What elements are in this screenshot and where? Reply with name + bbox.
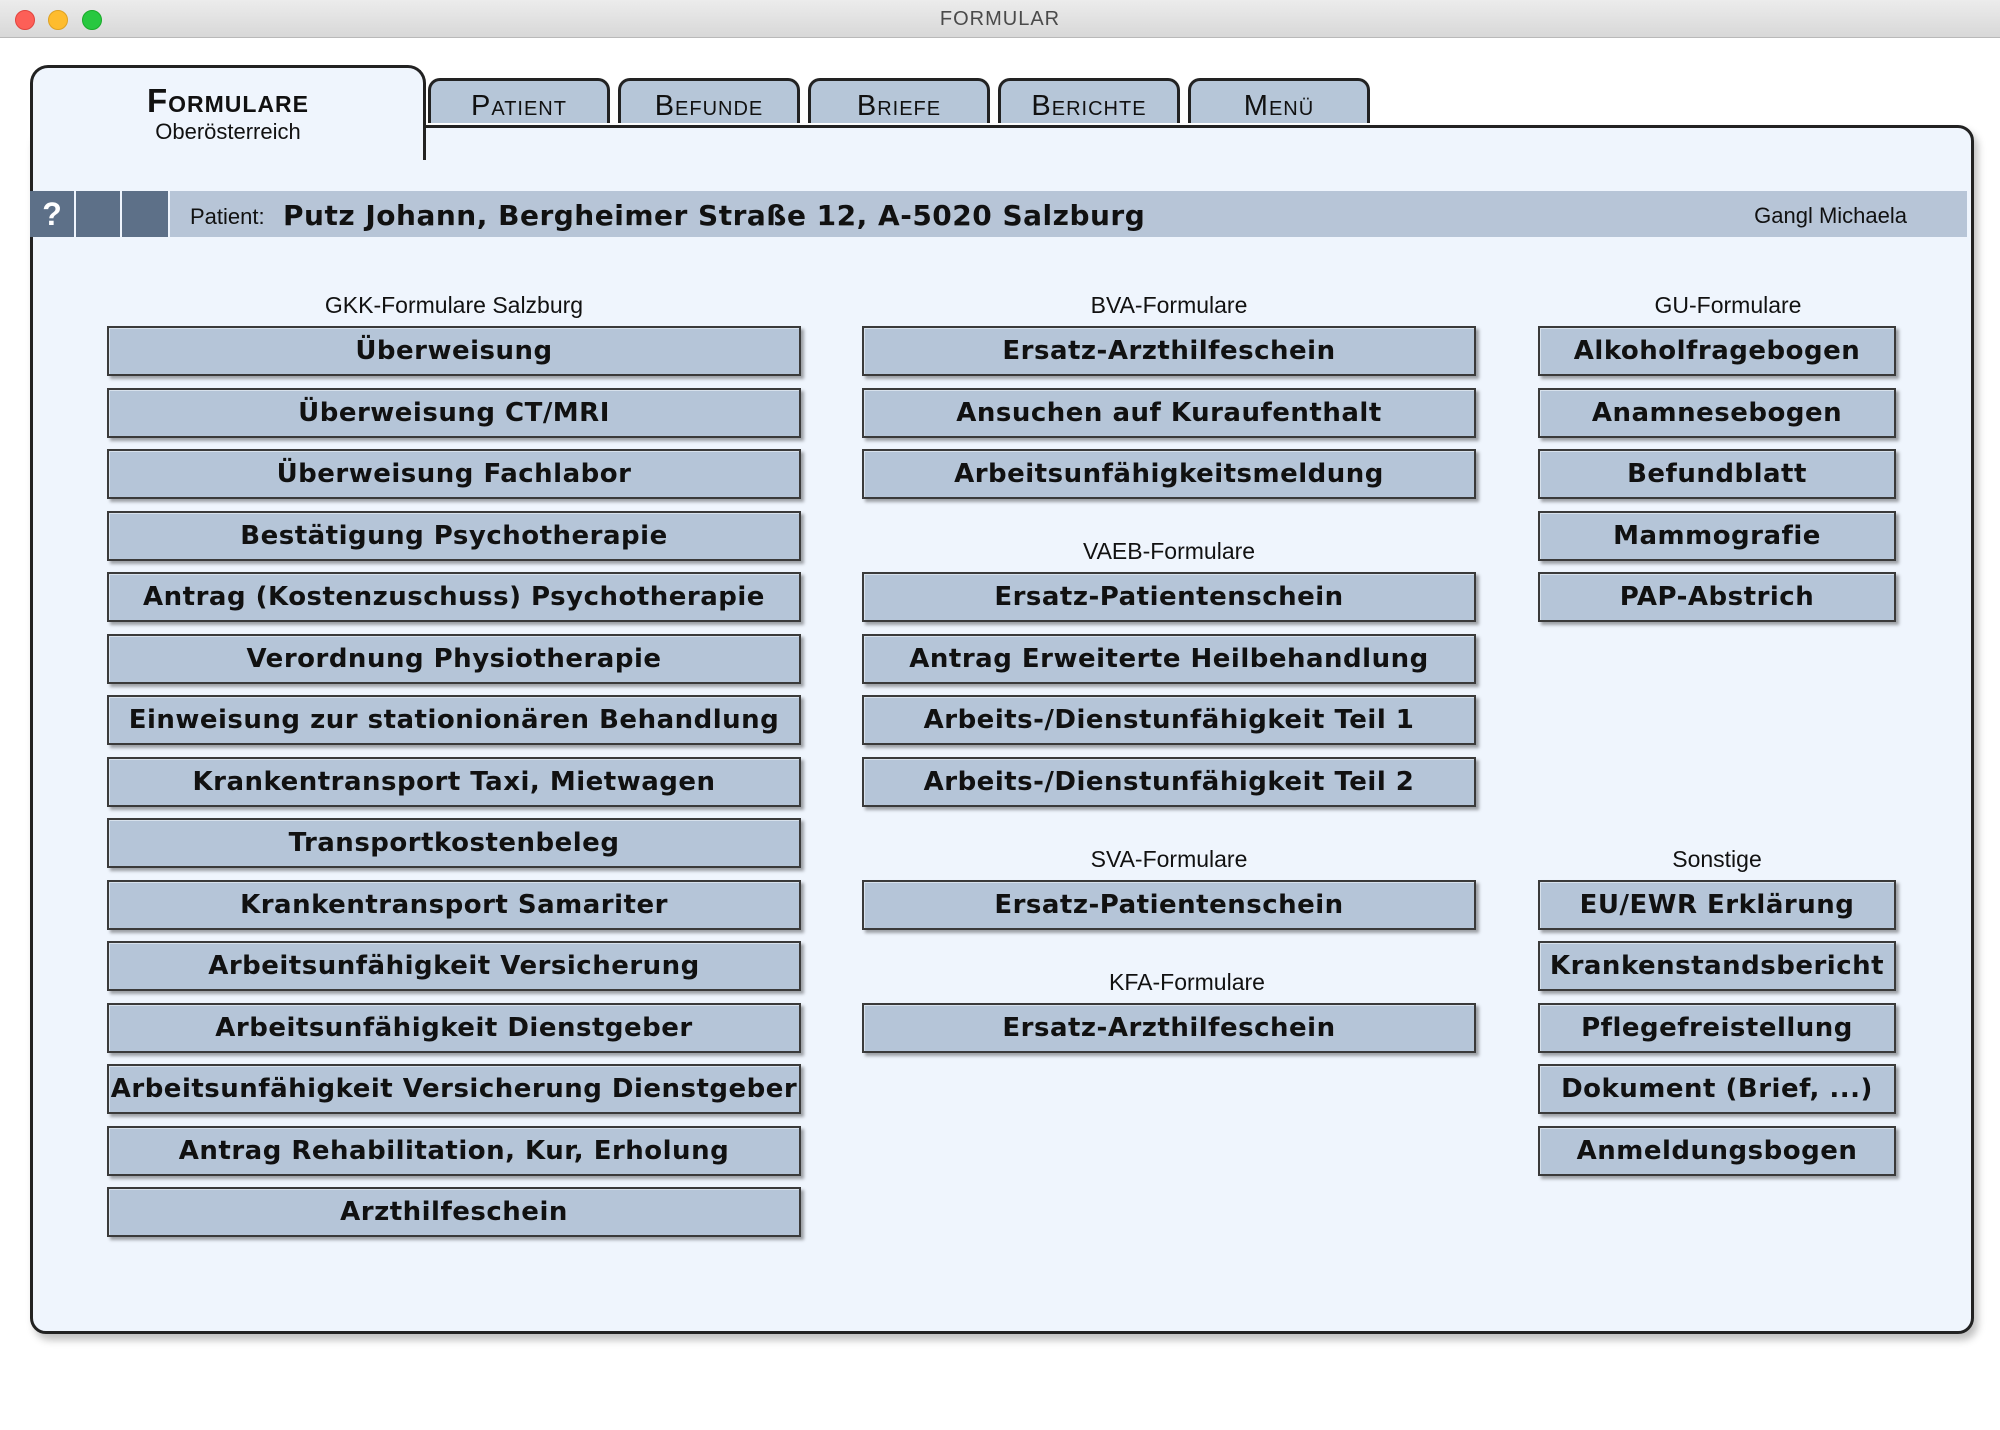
form-button-gkk[interactable]: Transportkostenbeleg <box>107 818 801 868</box>
form-button-sonstige[interactable]: Pflegefreistellung <box>1538 1003 1896 1053</box>
form-button-gkk[interactable]: Antrag Rehabilitation, Kur, Erholung <box>107 1126 801 1176</box>
form-button-vaeb[interactable]: Ersatz-Patientenschein <box>862 572 1476 622</box>
form-button-gkk[interactable]: Einweisung zur stationionären Behandlung <box>107 695 801 745</box>
section-title-vaeb: VAEB-Formulare <box>1082 538 1256 564</box>
section-title-sonstige: Sonstige <box>1672 846 1762 872</box>
form-button-gu[interactable]: Befundblatt <box>1538 449 1896 499</box>
form-button-vaeb[interactable]: Antrag Erweiterte Heilbehandlung <box>862 634 1476 684</box>
form-button-sva[interactable]: Ersatz-Patientenschein <box>862 880 1476 930</box>
form-button-bva[interactable]: Arbeitsunfähigkeitsmeldung <box>862 449 1476 499</box>
form-button-sonstige[interactable]: Dokument (Brief, ...) <box>1538 1064 1896 1114</box>
form-button-gu[interactable]: Mammografie <box>1538 511 1896 561</box>
form-button-bva[interactable]: Ansuchen auf Kuraufenthalt <box>862 388 1476 438</box>
window-title: FORMULAR <box>939 8 1061 30</box>
section-title-bva: BVA-Formulare <box>1090 292 1248 318</box>
tab-formulare-subtitle: Oberösterreich <box>155 119 301 144</box>
form-button-gkk[interactable]: Verordnung Physiotherapie <box>107 634 801 684</box>
section-title-gu: GU-Formulare <box>1654 292 1802 318</box>
form-button-gkk[interactable]: Krankentransport Samariter <box>107 880 801 930</box>
tab-patient[interactable]: Patient <box>428 78 610 123</box>
section-title-gkk: GKK-Formulare Salzburg <box>324 292 584 318</box>
form-button-sonstige[interactable]: Krankenstandsbericht <box>1538 941 1896 991</box>
form-button-gkk[interactable]: Antrag (Kostenzuschuss) Psychotherapie <box>107 572 801 622</box>
form-button-vaeb[interactable]: Arbeits-/Dienstunfähigkeit Teil 1 <box>862 695 1476 745</box>
form-button-gu[interactable]: PAP-Abstrich <box>1538 572 1896 622</box>
form-button-vaeb[interactable]: Arbeits-/Dienstunfähigkeit Teil 2 <box>862 757 1476 807</box>
tab-menu[interactable]: Menü <box>1188 78 1370 123</box>
form-button-bva[interactable]: Ersatz-Arzthilfeschein <box>862 326 1476 376</box>
form-button-gu[interactable]: Anamnesebogen <box>1538 388 1896 438</box>
patient-bar <box>30 191 1967 237</box>
tab-briefe[interactable]: Briefe <box>808 78 990 123</box>
form-button-kfa[interactable]: Ersatz-Arzthilfeschein <box>862 1003 1476 1053</box>
patient-bar-button-2[interactable] <box>76 191 122 237</box>
form-button-sonstige[interactable]: EU/EWR Erklärung <box>1538 880 1896 930</box>
tab-formulare[interactable] <box>30 65 426 160</box>
tab-berichte[interactable]: Berichte <box>998 78 1180 123</box>
form-button-gkk[interactable]: Überweisung Fachlabor <box>107 449 801 499</box>
form-button-gkk[interactable]: Überweisung CT/MRI <box>107 388 801 438</box>
form-button-gkk[interactable]: Arzthilfeschein <box>107 1187 801 1237</box>
form-button-gkk[interactable]: Überweisung <box>107 326 801 376</box>
form-button-gkk[interactable]: Arbeitsunfähigkeit Versicherung <box>107 941 801 991</box>
patient-label: Patient: <box>190 204 265 229</box>
form-button-sonstige[interactable]: Anmeldungsbogen <box>1538 1126 1896 1176</box>
title-bar <box>0 0 2000 38</box>
tab-befunde[interactable]: Befunde <box>618 78 800 123</box>
form-button-gu[interactable]: Alkoholfragebogen <box>1538 326 1896 376</box>
patient-value: Putz Johann, Bergheimer Straße 12, A-5020 Salzburg <box>283 199 1146 232</box>
section-title-sva: SVA-Formulare <box>1090 846 1248 872</box>
form-button-gkk[interactable]: Bestätigung Psychotherapie <box>107 511 801 561</box>
section-title-kfa: KFA-Formulare <box>1109 969 1265 995</box>
form-button-gkk[interactable]: Arbeitsunfähigkeit Dienstgeber <box>107 1003 801 1053</box>
form-button-gkk[interactable]: Krankentransport Taxi, Mietwagen <box>107 757 801 807</box>
tab-formulare-title: Formulare <box>146 82 310 119</box>
help-button[interactable]: ? <box>30 191 76 237</box>
patient-bar-button-3[interactable] <box>122 191 170 237</box>
form-button-gkk[interactable]: Arbeitsunfähigkeit Versicherung Dienstgeber <box>107 1064 801 1114</box>
current-user: Gangl Michaela <box>1754 203 1907 228</box>
